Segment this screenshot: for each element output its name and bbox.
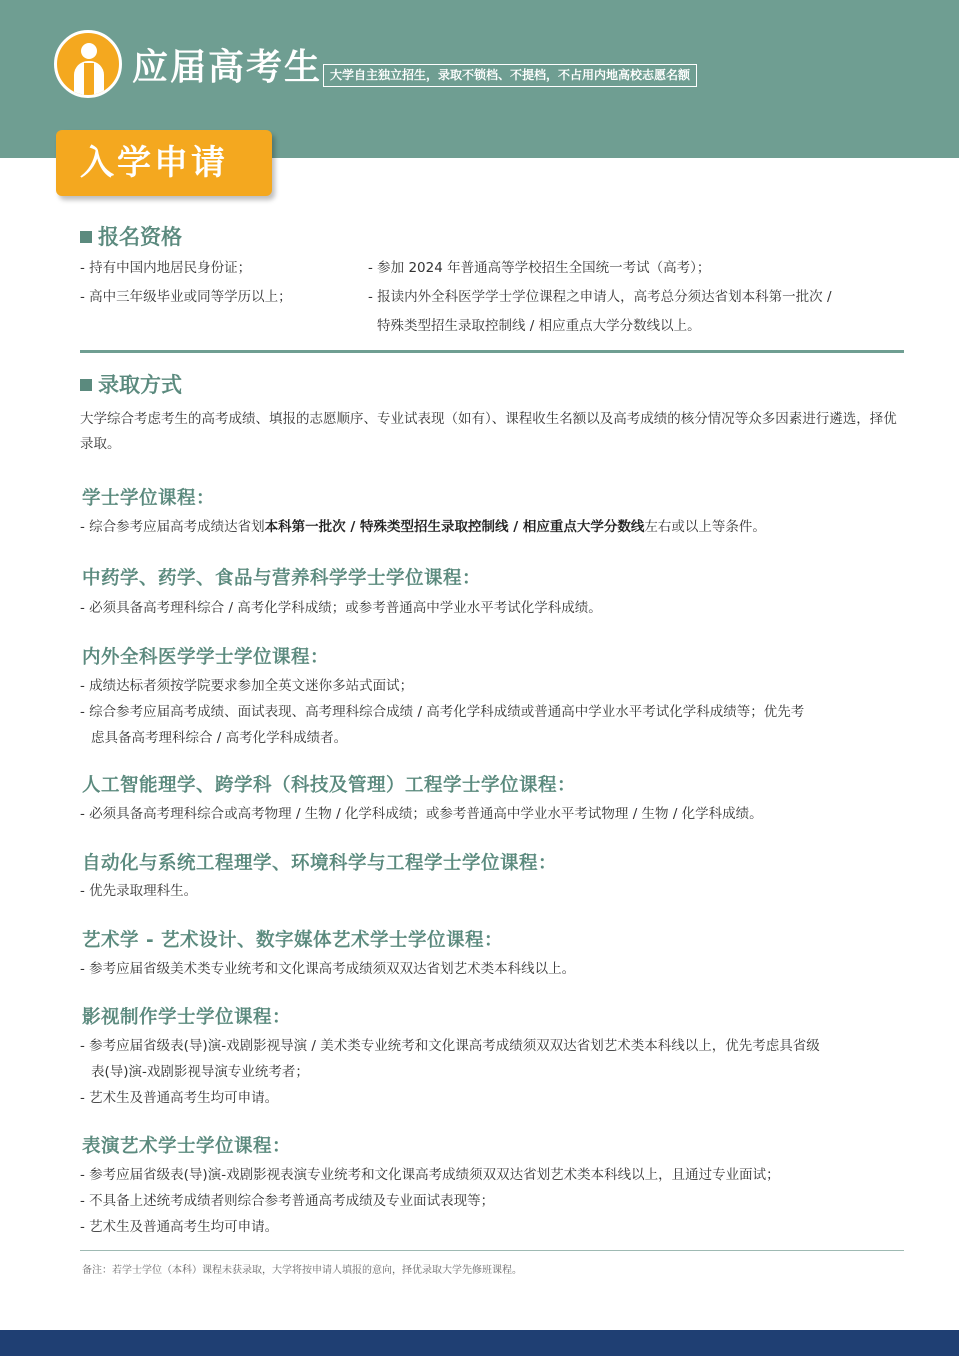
program-detail: - 综合参考应届高考成绩达省划本科第一批次 / 特殊类型招生录取控制线 / 相应重点大学分数线左右或以上等条件。: [80, 519, 766, 535]
program-detail: - 成绩达标者须按学院要求参加全英文迷你多站式面试；: [80, 678, 414, 694]
section-divider: [80, 350, 904, 353]
program-title: 自动化与系统工程理学、环境科学与工程学士学位课程：: [82, 853, 558, 874]
program-title: 影视制作学士学位课程：: [82, 1007, 292, 1028]
program-title: 艺术学 - 艺术设计、数字媒体艺术学士学位课程：: [82, 930, 504, 951]
program-detail: - 必须具备高考理科综合或高考物理 / 生物 / 化学科成绩；或参考普通高中学业水平考试物理 / 生物 / 化学科成绩。: [80, 806, 763, 822]
header-tagline: 大学自主独立招生，录取不锁档、不提档，不占用内地高校志愿名额: [323, 64, 697, 87]
square-bullet-icon: [80, 379, 92, 391]
program-detail: - 必须具备高考理科综合 / 高考化学科成绩；或参考普通高中学业水平考试化学科成绩。: [80, 600, 602, 616]
square-bullet-icon: [80, 231, 92, 243]
section-tab: [56, 130, 272, 196]
program-detail: - 参考应届省级美术类专业统考和文化课高考成绩须双双达省划艺术类本科线以上。: [80, 961, 576, 977]
program-detail: - 参考应届省级表(导)演-戏剧影视表演专业统考和文化课高考成绩须双双达省划艺术类本科线以上，且通过专业面试；: [80, 1167, 780, 1183]
footnote: 备注：若学士学位（本科）课程未获录取，大学将按申请人填报的意向，择优录取大学先修班课程。: [82, 1265, 522, 1276]
section-tab-label: 入学申请: [80, 143, 228, 183]
program-detail: - 参考应届省级表(导)演-戏剧影视导演 / 美术类专业统考和文化课高考成绩须双双达省划艺术类本科线以上，优先考虑具省级: [80, 1038, 820, 1054]
program-detail: - 综合参考应届高考成绩、面试表现、高考理科综合成绩 / 高考化学科成绩或普通高中学业水平考试化学科成绩等；优先考: [80, 704, 805, 720]
program-title: 中药学、药学、食品与营养科学学士学位课程：: [82, 568, 482, 589]
program-detail: - 艺术生及普通高考生均可申请。: [80, 1219, 279, 1235]
program-title: 学士学位课程：: [82, 488, 216, 509]
eligibility-item: - 持有中国内地居民身份证；: [80, 260, 252, 276]
admission-heading: 录取方式: [80, 372, 182, 398]
page-footer-bar: [0, 1330, 959, 1356]
eligibility-item: - 参加 2024 年普通高等学校招生全国统一考试（高考）；: [368, 260, 711, 276]
program-detail-cont: 表(导)演-戏剧影视导演专业统考者；: [91, 1064, 309, 1080]
eligibility-item: - 报读内外全科医学学士学位课程之申请人，高考总分须达省划本科第一批次 /: [368, 289, 832, 305]
student-avatar-icon: [54, 30, 122, 98]
program-detail: - 不具备上述统考成绩者则综合参考普通高考成绩及专业面试表现等；: [80, 1193, 495, 1209]
program-detail: - 艺术生及普通高考生均可申请。: [80, 1090, 279, 1106]
page-title: 应届高考生: [132, 47, 323, 88]
admission-intro: 大学综合考虑考生的高考成绩、填报的志愿顺序、专业试表现（如有）、课程收生名额以及高考成绩的核分情况等众多因素进行遴选，择优录取。: [80, 411, 897, 452]
program-detail: - 优先录取理科生。: [80, 883, 198, 899]
program-title: 表演艺术学士学位课程：: [82, 1136, 292, 1157]
eligibility-heading: 报名资格: [80, 224, 182, 250]
eligibility-item: - 高中三年级毕业或同等学历以上；: [80, 289, 292, 305]
program-title: 人工智能理学、跨学科（科技及管理）工程学士学位课程：: [82, 775, 577, 796]
eligibility-item-cont: 特殊类型招生录取控制线 / 相应重点大学分数线以上。: [377, 318, 701, 334]
program-title: 内外全科医学学士学位课程：: [82, 647, 330, 668]
program-detail-cont: 虑具备高考理科综合 / 高考化学科成绩者。: [91, 730, 348, 746]
note-divider: [80, 1250, 904, 1251]
